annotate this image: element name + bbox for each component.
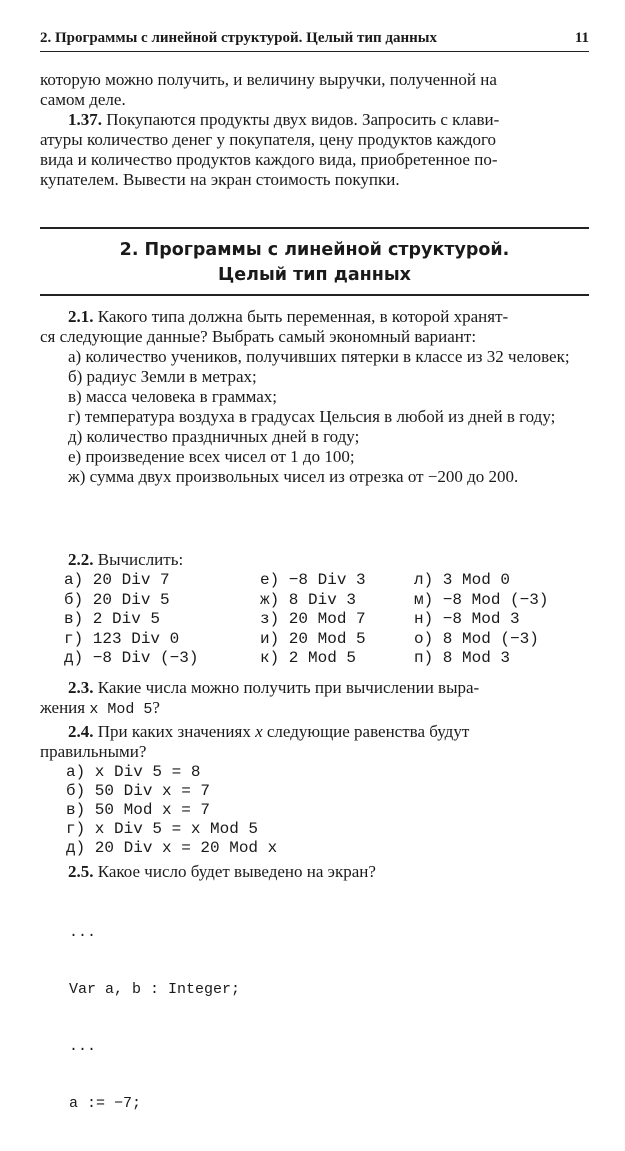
list-item: л) 3 Mod 0 xyxy=(414,571,511,589)
code-line: a := −7; xyxy=(69,1095,142,1112)
task-23-expression: x Mod 5 xyxy=(89,701,153,718)
list-item: е) произведение всех чисел от 1 до 100; xyxy=(68,447,355,466)
task-21-number: 2.1. xyxy=(68,307,94,326)
task-21 xyxy=(40,307,589,487)
list-item: ж) сумма двух произвольных чисел из отрезка от −200 до 200. xyxy=(68,467,519,486)
task-137-line xyxy=(40,110,589,130)
list-item: в) 50 Mod x = 7 xyxy=(66,801,211,819)
section-title xyxy=(40,238,589,288)
list-item: г) 123 Div 0 xyxy=(64,629,180,648)
task-24-line xyxy=(40,722,589,742)
list-item: в) 2 Div 5 xyxy=(64,610,161,628)
task-137-line: атуры количество денег у покупателя, цену продуктов каждого xyxy=(40,130,497,149)
list-item: е) −8 Div 3 xyxy=(260,571,366,589)
running-head xyxy=(40,30,589,52)
list-item: з) 20 Mod 7 xyxy=(260,610,366,628)
task-137-line: вида и количество продуктов каждого вида, приобретенное по- xyxy=(40,150,498,169)
list-item: д) количество праздничных дней в году; xyxy=(68,427,360,446)
task-25-text: Какое число будет выведено на экран? xyxy=(93,862,376,881)
list-item: а) количество учеников, получивших пятерки в классе из 32 человек; xyxy=(68,347,570,366)
section-title-line: 2. Программы с линейной структурой. xyxy=(119,240,510,260)
task-23-line xyxy=(40,678,589,698)
list-item: г) температура воздуха в градусах Цельсия в любой из дней в году; xyxy=(68,407,556,426)
task-22-col-2 xyxy=(260,571,366,669)
section-title-line: Целый тип данных xyxy=(218,265,411,285)
task-23-text: жения xyxy=(40,698,90,717)
task-24-number: 2.4. xyxy=(68,722,94,741)
task-22-col-3 xyxy=(414,571,548,669)
list-item: п) 8 Mod 3 xyxy=(414,649,511,667)
list-item: д) −8 Div (−3) xyxy=(64,649,199,667)
task-22-number: 2.2. xyxy=(68,550,94,569)
list-item: к) 2 Mod 5 xyxy=(260,649,357,667)
task-24 xyxy=(40,722,589,762)
task-24-text: следующие равенства будут xyxy=(262,722,470,741)
task-21-text: Какого типа должна быть переменная, в которой хранят- xyxy=(93,307,509,326)
task-24-list xyxy=(66,763,277,858)
list-item: в) масса человека в граммах; xyxy=(68,387,278,406)
task-24-text: При каких значениях xyxy=(93,722,256,741)
section-rule-bottom xyxy=(40,294,589,296)
page-number: 11 xyxy=(574,30,589,46)
list-item: а) 20 Div 7 xyxy=(64,571,170,589)
task-22-heading xyxy=(40,550,617,570)
task-23 xyxy=(40,678,589,720)
list-item: и) 20 Mod 5 xyxy=(260,629,366,648)
list-item: г) x Div 5 = x Mod 5 xyxy=(66,820,259,838)
task-25-heading xyxy=(40,862,617,882)
task-23-number: 2.3. xyxy=(68,678,94,697)
task-25-number: 2.5. xyxy=(68,862,94,881)
intro-block xyxy=(40,70,589,190)
task-23-text: Какие числа можно получить при вычислении выра- xyxy=(93,678,480,697)
code-line: ... xyxy=(69,1038,97,1055)
task-22-text: Вычислить: xyxy=(93,550,184,569)
task-24-variable: x xyxy=(255,722,263,741)
list-item: б) 20 Div 5 xyxy=(64,590,170,609)
task-23-line xyxy=(40,698,589,720)
code-line: Var a, b : Integer; xyxy=(69,981,241,998)
list-item: о) 8 Mod (−3) xyxy=(414,629,539,648)
section-rule-top xyxy=(40,227,589,229)
task-22-col-1 xyxy=(64,571,198,669)
list-item: б) 50 Div x = 7 xyxy=(66,782,211,800)
intro-line: самом деле. xyxy=(40,90,126,109)
list-item: н) −8 Mod 3 xyxy=(414,610,520,628)
task-137-line: купателем. Вывести на экран стоимость покупки. xyxy=(40,170,400,189)
task-137-number: 1.37. xyxy=(68,110,102,129)
intro-line: которую можно получить, и величину выручки, полученной на xyxy=(40,70,497,89)
running-head-title: 2. Программы с линейной структурой. Целый тип данных xyxy=(40,30,437,46)
code-line: ... xyxy=(69,924,97,941)
task-21-line xyxy=(40,307,589,327)
list-item: д) 20 Div x = 20 Mod x xyxy=(66,839,278,857)
task-21-line: ся следующие данные? Выбрать самый экономный вариант: xyxy=(40,327,477,346)
task-24-line: правильными? xyxy=(40,742,147,761)
task-23-text: ? xyxy=(152,698,160,717)
code-block xyxy=(69,885,240,1151)
list-item: б) радиус Земли в метрах; xyxy=(68,367,257,386)
list-item: ж) 8 Div 3 xyxy=(260,590,357,609)
list-item: м) −8 Mod (−3) xyxy=(414,590,549,609)
list-item: а) x Div 5 = 8 xyxy=(66,763,201,781)
task-137-text: Покупаются продукты двух видов. Запросить с клави- xyxy=(102,110,500,129)
